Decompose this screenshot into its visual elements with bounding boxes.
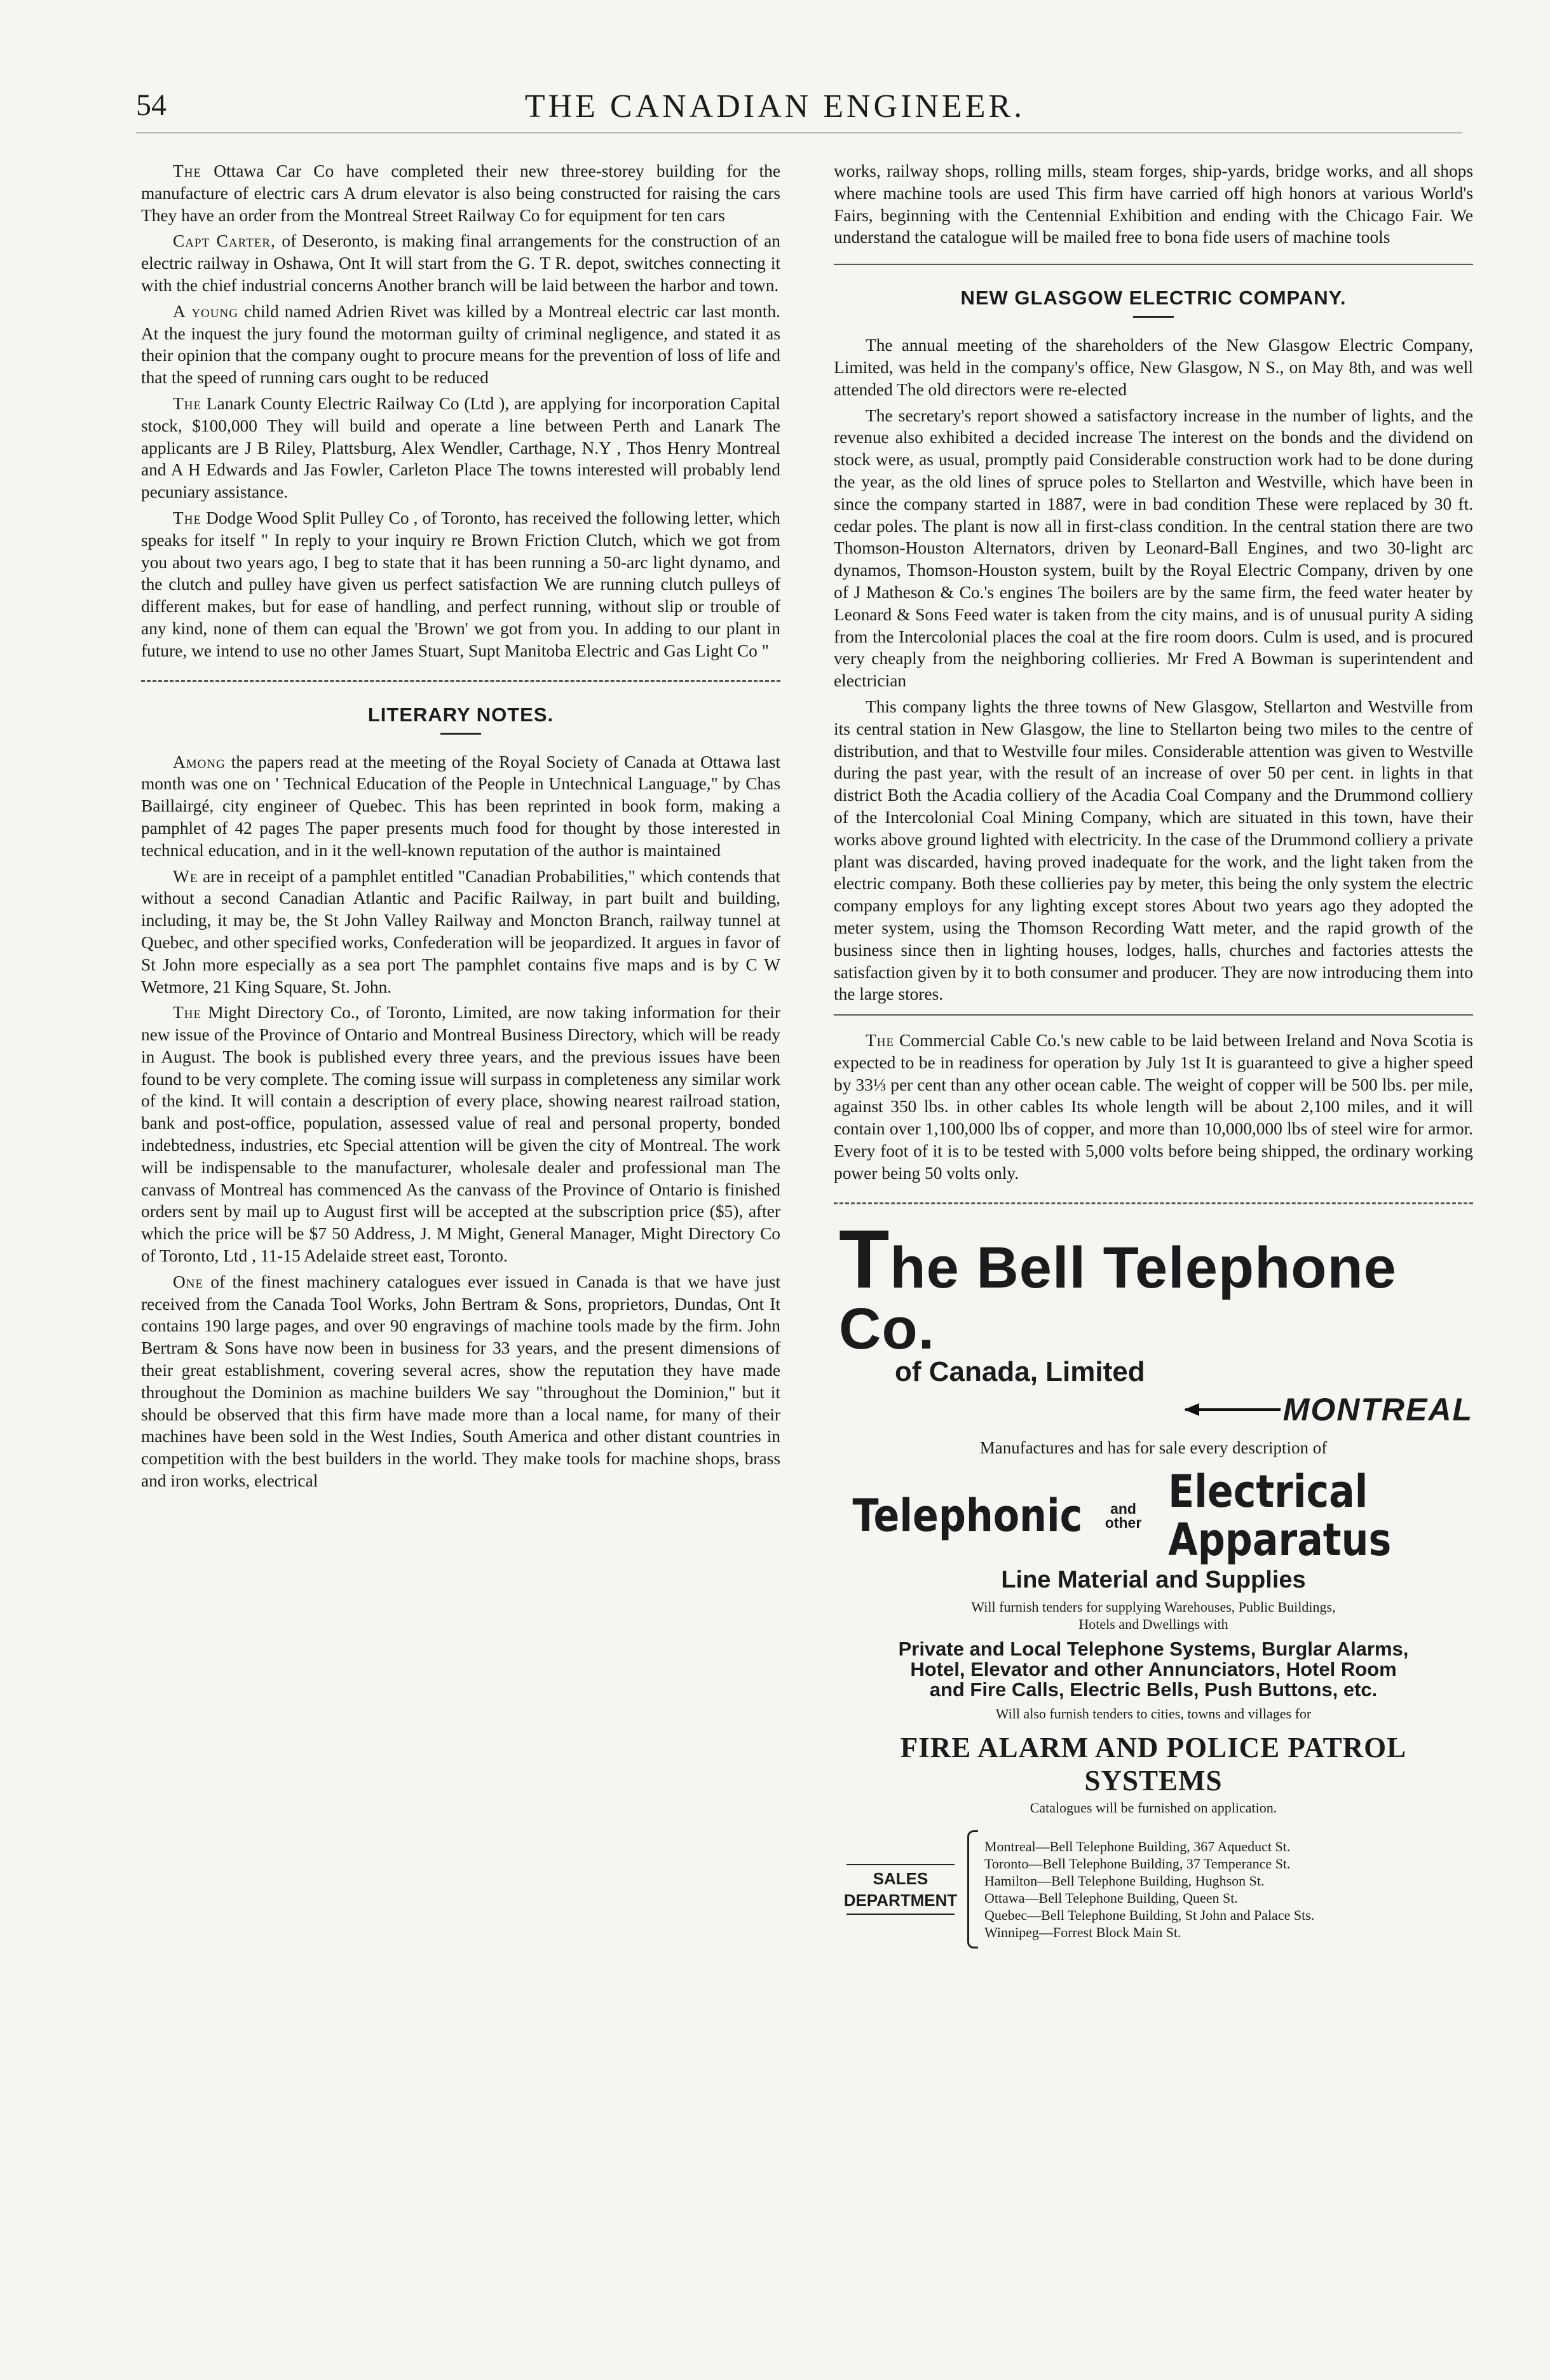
ad-subtitle-row xyxy=(834,1357,1473,1387)
left-column xyxy=(141,160,780,1496)
item-text: Commercial Cable Co.'s new cable to be laid between Ireland and Nova Scotia is expected to be in readiness for operation by July 1st It is guaranteed to give a higher speed by 33⅓ per cent than any other ocean cable. The weight of copper will be 500 lbs. per mile, against 350 lbs. in other cables Its whole length will be about 2,100 miles, and it will contain over 1,100,000 lbs of copper, and more than 10,000,000 lbs of steel wire for armor. Every foot of it is to be tested with 5,000 volts before being shipped, the ordinary working power being 50 volts only. xyxy=(834,1031,1473,1183)
sales-department xyxy=(834,1830,1473,1948)
ad-headline-right: Electrical Apparatus xyxy=(1168,1465,1392,1566)
news-item: The secretary's report showed a satisfactory increase in the number of lights, and the revenue also exhibited a decided increase The interest on the bonds and the dividend on stock were, as usual, promptly paid Considerable construction work had to be done during the year, as the old lines of spruce poles to Stellarton and Westville, which have been in since the company started in 1887, were in bad condition These were replaced by 30 ft. cedar poles. The plant is now all in first-class condition. In the central station there are two Thomson-Houston Alternators, driven by Leonard-Ball Engines, and two 30-light arc dynamos, Thomson-Houston system, built by the Royal Electric Company, driven by one of J Matheson & Co.'s engines The boilers are by the same firm, the feed water heater by Leonard & Sons Feed water is taken from the city mains, and is of unusual purity A siding from the Intercolonial places the coal at the fire room doors. Culm is used, and is procured very cheaply from the neighboring collieries. Mr Fred A Bowman is superintendent and electrician xyxy=(834,405,1473,691)
sales-office: Montreal—Bell Telephone Building, 367 Aqueduct St. xyxy=(984,1838,1291,1854)
item-text: Ottawa Car Co have completed their new three-storey building for the manufacture of electric cars A drum elevator is also being constructed for raising the cars They have an order from the Montreal Street Railway Co for equipment for ten cars xyxy=(141,161,780,225)
news-item xyxy=(141,230,780,296)
ad-systems-line: and Fire Calls, Electric Bells, Push Buttons, etc. xyxy=(929,1678,1378,1701)
sales-office: Winnipeg—Forrest Block Main St. xyxy=(984,1924,1181,1940)
lead-word: One xyxy=(173,1272,204,1291)
ad-line-material: Line Material and Supplies xyxy=(1001,1566,1306,1593)
ad-headline-left: Telephonic xyxy=(852,1489,1083,1542)
lead-word: Capt Carter, xyxy=(173,231,276,251)
item-text: Lanark County Electric Railway Co (Ltd ), are applying for incorporation Capital stock, $100,000 They will build and operate a line between Perth and Lanark The applicants are J B Riley, Plattsburg, Alex Wendler, Carthage, N.Y , Thos Henry Montreal and A H Edwards and Jas Fowler, Carleton Place The towns interested will probably lend pecuniary assistance. xyxy=(141,393,780,502)
ad-other: other xyxy=(1105,1514,1142,1531)
ad-headline xyxy=(834,1467,1473,1564)
ad-intro: Manufactures and has for sale every description of xyxy=(979,1438,1328,1457)
item-text: the papers read at the meeting of the Royal Society of Canada at Ottawa last month was one on ' Technical Education of the People in Untechnical Language," by Chas Baillairgé, city engineer of Quebec. This has been reprinted in book form, making a pamphlet of 42 pages The paper presents much food for thought by those interested in technical education, and in it the well-known reputation of the author is maintained xyxy=(141,752,780,860)
lead-word: A young xyxy=(173,301,238,321)
sales-label-line: SALES xyxy=(873,1868,928,1888)
sales-office: Hamilton—Bell Telephone Building, Hughson St. xyxy=(984,1872,1265,1889)
ad-cities-tenders: Will also furnish tenders to cities, towns and villages for xyxy=(995,1705,1312,1722)
header-rule xyxy=(136,132,1462,133)
item-text: Might Directory Co., of Toronto, Limited, are now taking information for their new issue of the Province of Ontario and Montreal Business Directory, which will be ready in August. The book is published every three years, and the previous issues have been found to be very complete. The coming issue will surpass in completeness any similar work of the kind. It will contain a description of every place, showing nearest railroad station, bank and post-office, population, assessed value of real and personal property, bonded indebtedness, industries, etc Special attention will be given the city of Montreal. The work will be indispensable to the manufacturer, wholesale dealer and professional man The canvass of Montreal has commenced As the canvass of the Province of Ontario is finished orders sent by mail up to August first will be accepted at the subscription price ($5), after which the price will be $7 50 Address, J. M Might, General Manager, Might Directory Co of Toronto, Ltd , 11-15 Adelaide street east, Toronto. xyxy=(141,1003,780,1266)
sales-label xyxy=(834,1861,967,1917)
item-text: of the finest machinery catalogues ever issued in Canada is that we have just received from the Canada Tool Works, John Bertram & Sons, proprietors, Dundas, Ont It contains 190 large pages, and over 90 engravings of machine tools made by the firm. John Bertram & Sons have now been in business for 33 years, and the present dimensions of their great establishment, covering several acres, show the reputation they have made throughout the Dominion as machine builders We say "throughout the Dominion," but it should be observed that this firm have made more than a local name, for many of their machines have been sold in the West Indies, South America and other distant countries in competition with the best builders in the world. They make tools for machine shops, brass and iron works, electrical xyxy=(141,1272,780,1491)
ad-systems-line: Private and Local Telephone Systems, Burglar Alarms, xyxy=(898,1637,1409,1660)
continued-text: works, railway shops, rolling mills, steam forges, ship-yards, bridge works, and all shops where machine tools are used This firm have carried off high honors at various World's Fairs, beginning with the Centennial Exhibition and ending with the Chicago Fair. We understand the catalogue will be mailed free to bona fide users of machine tools xyxy=(834,161,1473,247)
section-divider xyxy=(834,1202,1473,1204)
bell-telephone-advertisement xyxy=(834,1212,1473,1948)
sales-offices xyxy=(984,1838,1314,1941)
brace-icon xyxy=(967,1830,978,1948)
news-item xyxy=(141,301,780,389)
ad-systems-line: Hotel, Elevator and other Annunciators, Hotel Room xyxy=(910,1657,1397,1680)
literary-notes-heading: LITERARY NOTES. xyxy=(367,703,554,726)
ad-tenders xyxy=(834,1598,1473,1633)
news-item: The annual meeting of the shareholders of the New Glasgow Electric Company, Limited, was held in the company's office, New Glasgow, N S., on May 8th, and was well attended The old directors were re-elected xyxy=(834,336,1473,399)
sales-office: Quebec—Bell Telephone Building, St John and Palace Sts. xyxy=(984,1907,1315,1923)
news-item xyxy=(141,393,780,503)
section-divider xyxy=(141,680,780,682)
journal-title: THE CANADIAN ENGINEER. xyxy=(524,88,1026,125)
ad-title-initial: T xyxy=(839,1212,890,1305)
lead-word: Among xyxy=(173,752,226,772)
page-number: 54 xyxy=(136,88,167,122)
lead-word: The xyxy=(866,1031,895,1051)
ad-city-row xyxy=(834,1391,1473,1428)
lead-word: The xyxy=(173,508,202,527)
lead-word: The xyxy=(173,161,202,180)
section-divider xyxy=(834,264,1473,265)
ad-tenders-line: Will furnish tenders for supplying Warehouses, Public Buildings, xyxy=(971,1598,1336,1615)
new-glasgow-heading: NEW GLASGOW ELECTRIC COMPANY. xyxy=(960,287,1347,309)
sales-rule xyxy=(846,1864,955,1865)
ad-company-name xyxy=(839,1212,1473,1361)
news-item xyxy=(141,160,780,226)
ad-tenders-line: Hotels and Dwellings with xyxy=(1078,1615,1228,1632)
ad-city: MONTREAL xyxy=(1282,1391,1473,1427)
arrow-icon xyxy=(1185,1408,1281,1411)
ad-catalogues: Catalogues will be furnished on application. xyxy=(1030,1799,1277,1816)
ad-and-other xyxy=(1105,1502,1142,1530)
sales-label-line: DEPARTMENT xyxy=(843,1890,958,1910)
lead-word: The xyxy=(173,1003,202,1023)
item-text: of Deseronto, is making final arrangements for the construction of an electric railway in Oshawa, Ont It will start from the G. T R. depot, switches connecting it with the chief industrial concerns Another branch will be laid between the harbor and town. xyxy=(141,231,780,295)
literary-item xyxy=(141,1002,780,1267)
news-item xyxy=(141,507,780,662)
heading-rule xyxy=(1133,316,1174,318)
lead-word: The xyxy=(173,393,202,413)
item-text: child named Adrien Rivet was killed by a Montreal electric car last month. At the inquest the jury found the motorman guilty of criminal negligence, and stated it as their opinion that the company ought to procure means for the prevention of loss of life and that the speed of running cars ought to be reduced xyxy=(141,301,780,388)
sales-rule xyxy=(846,1914,955,1915)
item-text: Dodge Wood Split Pulley Co , of Toronto, has received the following letter, which speaks for itself " In reply to your inquiry re Brown Friction Clutch, which we got from you about two years ago, I beg to state that it has been running a 50-arc light dynamo, and the clutch and pulley have given us perfect satisfaction We are running clutch pulleys of different makes, but for ease of handling, and perfect running, without slip or trouble of any kind, none of them can equal the 'Brown' we got from you. In adding to our plant in future, we intend to use no other James Stuart, Supt Manitoba Electric and Gas Light Co " xyxy=(141,508,780,660)
ad-fire-alarm: FIRE ALARM AND POLICE PATROL SYSTEMS xyxy=(900,1731,1407,1797)
section-divider xyxy=(834,1014,1473,1016)
ad-subtitle: of Canada, Limited xyxy=(895,1356,1145,1387)
literary-item xyxy=(141,866,780,998)
heading-rule xyxy=(440,733,481,735)
news-item xyxy=(834,1030,1473,1185)
lead-word: We xyxy=(173,866,198,886)
item-text: are in receipt of a pamphlet entitled "Canadian Probabilities," which contends that without a second Canadian Atlantic and Pacific Railway, in part built and building, including, it may be, the St John Valley Railway and Moncton Branch, railway tunnel at Quebec, and other specified works, Confederation will be jeopardized. It argues in favor of St John more especially as a sea port The pamphlet contains five maps and is by C W Wetmore, 21 King Square, St. John. xyxy=(141,866,780,996)
literary-item xyxy=(141,1271,780,1492)
sales-office: Toronto—Bell Telephone Building, 37 Temperance St. xyxy=(984,1855,1291,1872)
news-item: This company lights the three towns of New Glasgow, Stellarton and Westville from its central station in New Glasgow, the line to Stellarton being two miles to the centre of distribution, and that to Westville four miles. Considerable attention was given to Westville during the past year, with the result of an increase of over 50 per cent. in lights in that district Both the Acadia colliery of the Acadia Coal Company and the Drummond colliery of the Intercolonial Coal Mining Company, which are situated in this town, have their works above ground lighted with electricity. In the case of the Drummond colliery a private plant was discarded, having proved inadequate for the work, and the light taken from the electric company. Both these collieries pay by meter, this being the only system the electric company employs for any lighting except stores About two years ago they adopted the meter system, using the Thomson Recording Watt meter, and the rapid growth of the business since then in lighting houses, lodges, halls, churches and factories attests the satisfaction given by it to both consumer and producer. They are now introducing them into the large stores. xyxy=(834,697,1473,1004)
ad-systems xyxy=(834,1639,1473,1700)
ad-and: and xyxy=(1110,1500,1136,1517)
sales-office: Ottawa—Bell Telephone Building, Queen St. xyxy=(984,1889,1238,1906)
literary-item xyxy=(141,751,780,862)
ad-title-rest: he Bell Telephone Co. xyxy=(839,1235,1397,1361)
right-column xyxy=(834,160,1473,1948)
